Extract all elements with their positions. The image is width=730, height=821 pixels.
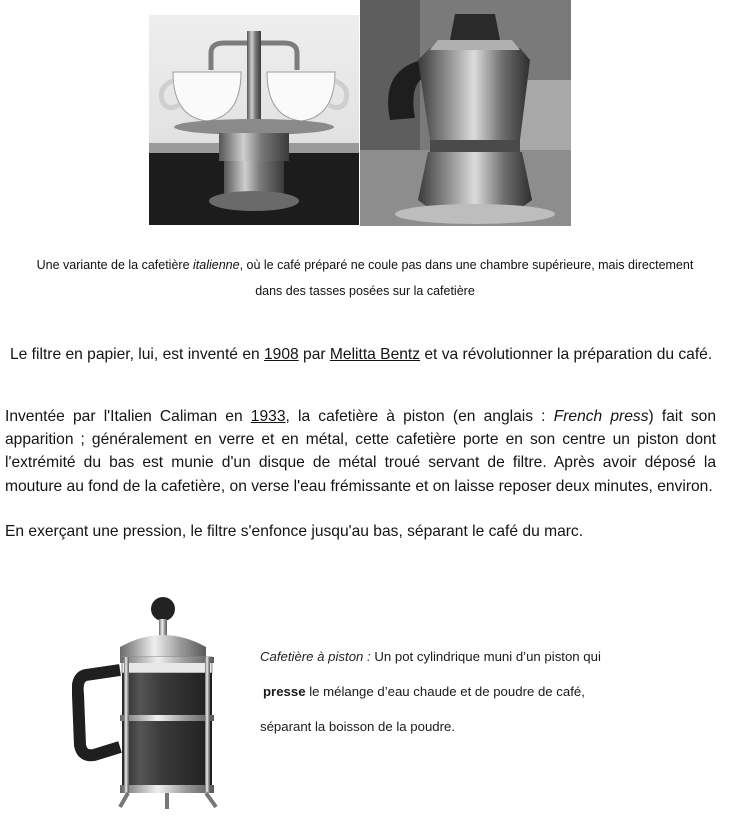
press-bold-word: presse xyxy=(263,684,306,699)
press-text-1: Inventée par l'Italien Caliman en xyxy=(5,408,251,425)
caption-line-2-text: dans des tasses posées sur la cafetière xyxy=(255,284,475,298)
moka-pot-photo xyxy=(360,0,571,226)
press-text-3: ) fait son apparition ; généralement en verre et en métal, cette cafetière porte en son centre un piston dont l'extrémité du bas est munie d'un disque de métal troué servant de filtre. Après avoir déposé la mouture au fond de la cafetière, on verse l'eau frémissante et on laisse reposer deux minutes, environ. xyxy=(5,408,717,495)
press-description-3: séparant la boisson de la poudre. xyxy=(260,719,456,734)
press-text-2: , la cafetière à piston (en anglais : xyxy=(285,408,554,425)
moka-pot-cups-illustration xyxy=(149,15,359,225)
press-description-1: Un pot cylindrique muni d’un piston qui xyxy=(370,649,601,664)
press-description-line-2 xyxy=(263,684,585,699)
press-english-term: French press xyxy=(553,408,649,425)
figure-caption-line-1 xyxy=(0,253,730,277)
caption-text-start: Une variante de la cafetière xyxy=(36,258,193,272)
press-year-link[interactable]: 1933 xyxy=(250,408,286,425)
filter-text-2: par xyxy=(298,346,330,363)
press-description-line-1 xyxy=(260,649,601,664)
french-press-photo xyxy=(72,595,232,815)
figure-caption-line-2 xyxy=(0,279,730,303)
filter-text-1: Le filtre en papier, lui, est inventé en xyxy=(10,346,264,363)
press-last-line: En exerçant une pression, le filtre s'enfonce jusqu'au bas, séparant le café du marc. xyxy=(5,523,584,540)
press-description-line-3 xyxy=(260,719,455,734)
moka-pot-cups-photo xyxy=(149,15,359,225)
french-press-illustration xyxy=(72,595,232,815)
paragraph-french-press xyxy=(5,405,716,498)
melitta-bentz-link[interactable]: Melitta Bentz xyxy=(329,346,421,363)
caption-text-end: , où le café préparé ne coule pas dans une chambre supérieure, mais directement xyxy=(239,258,694,272)
caption-italic-word: italienne xyxy=(193,258,240,272)
filter-year-link[interactable]: 1908 xyxy=(264,346,299,363)
filter-text-3: et va révolutionner la préparation du café. xyxy=(420,346,713,363)
moka-pot-illustration xyxy=(360,0,571,226)
press-description-2: le mélange d’eau chaude et de poudre de café, xyxy=(305,684,585,699)
paragraph-paper-filter xyxy=(10,343,725,366)
paragraph-french-press-last-line xyxy=(5,520,716,543)
press-label: Cafetière à piston : xyxy=(260,649,371,664)
